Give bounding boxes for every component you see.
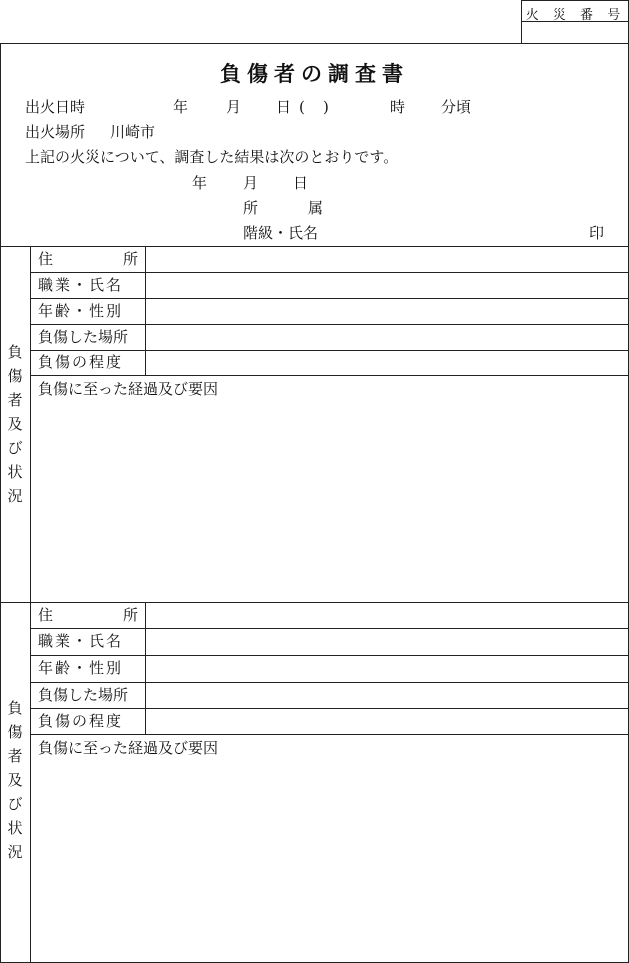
age-sex-field[interactable] — [146, 656, 628, 682]
seal-label: 印 — [589, 224, 605, 242]
affiliation-label-b: 属 — [308, 199, 324, 217]
fire-number-label: 火 災 番 号 — [525, 8, 626, 23]
page-title: 負傷者の調査書 — [220, 61, 409, 86]
outbreak-place-label: 出火場所 — [25, 123, 86, 141]
report-month-label: 月 — [243, 174, 259, 192]
occupation-name-label: 職業・氏名 — [38, 276, 124, 294]
date-year-label: 年 — [173, 98, 189, 116]
injury-place-label: 負傷した場所 — [38, 328, 129, 346]
injury-place-field[interactable] — [146, 683, 628, 708]
injury-place-field[interactable] — [146, 325, 628, 350]
address-field[interactable] — [146, 603, 628, 628]
injury-degree-field[interactable] — [146, 351, 628, 375]
injury-place-label: 負傷した場所 — [38, 686, 129, 704]
weekday-close-paren: ) — [323, 98, 329, 116]
weekday-open-paren: ( — [299, 98, 305, 116]
outbreak-place-value: 川崎市 — [110, 123, 156, 141]
affiliation-label-a: 所 — [243, 199, 259, 217]
occupation-name-label: 職業・氏名 — [38, 632, 124, 650]
outbreak-datetime-label: 出火日時 — [25, 98, 86, 116]
age-sex-label: 年齢・性別 — [38, 659, 124, 677]
address-label: 住 所 — [38, 606, 138, 624]
address-label: 住 所 — [38, 250, 138, 268]
age-sex-label: 年齢・性別 — [38, 302, 124, 320]
injury-degree-label: 負傷の程度 — [38, 353, 124, 371]
occupation-name-field[interactable] — [146, 273, 628, 298]
injury-degree-label: 負傷の程度 — [38, 712, 124, 730]
report-day-label: 日 — [293, 174, 309, 192]
address-field[interactable] — [146, 247, 628, 272]
date-day-label: 日 — [276, 98, 292, 116]
report-year-label: 年 — [192, 174, 208, 192]
hour-label: 時 — [390, 98, 406, 116]
minute-approx-label: 分頃 — [441, 98, 472, 116]
circumstances-field[interactable] — [31, 760, 628, 960]
circumstances-label: 負傷に至った経過及び要因 — [38, 739, 219, 757]
circumstances-field[interactable] — [31, 400, 628, 600]
injury-degree-field[interactable] — [146, 709, 628, 734]
fire-number-field[interactable] — [522, 22, 628, 42]
circumstances-label: 負傷に至った経過及び要因 — [38, 380, 219, 398]
date-month-label: 月 — [226, 98, 242, 116]
occupation-name-field[interactable] — [146, 629, 628, 655]
age-sex-field[interactable] — [146, 299, 628, 324]
rank-name-label: 階級・氏名 — [243, 224, 319, 242]
side-label-1: 負 傷 者 及 び 状 況 — [7, 343, 23, 505]
side-label-2: 負 傷 者 及 び 状 況 — [7, 699, 23, 861]
statement-text: 上記の火災について、調査した結果は次のとおりです。 — [25, 148, 399, 166]
